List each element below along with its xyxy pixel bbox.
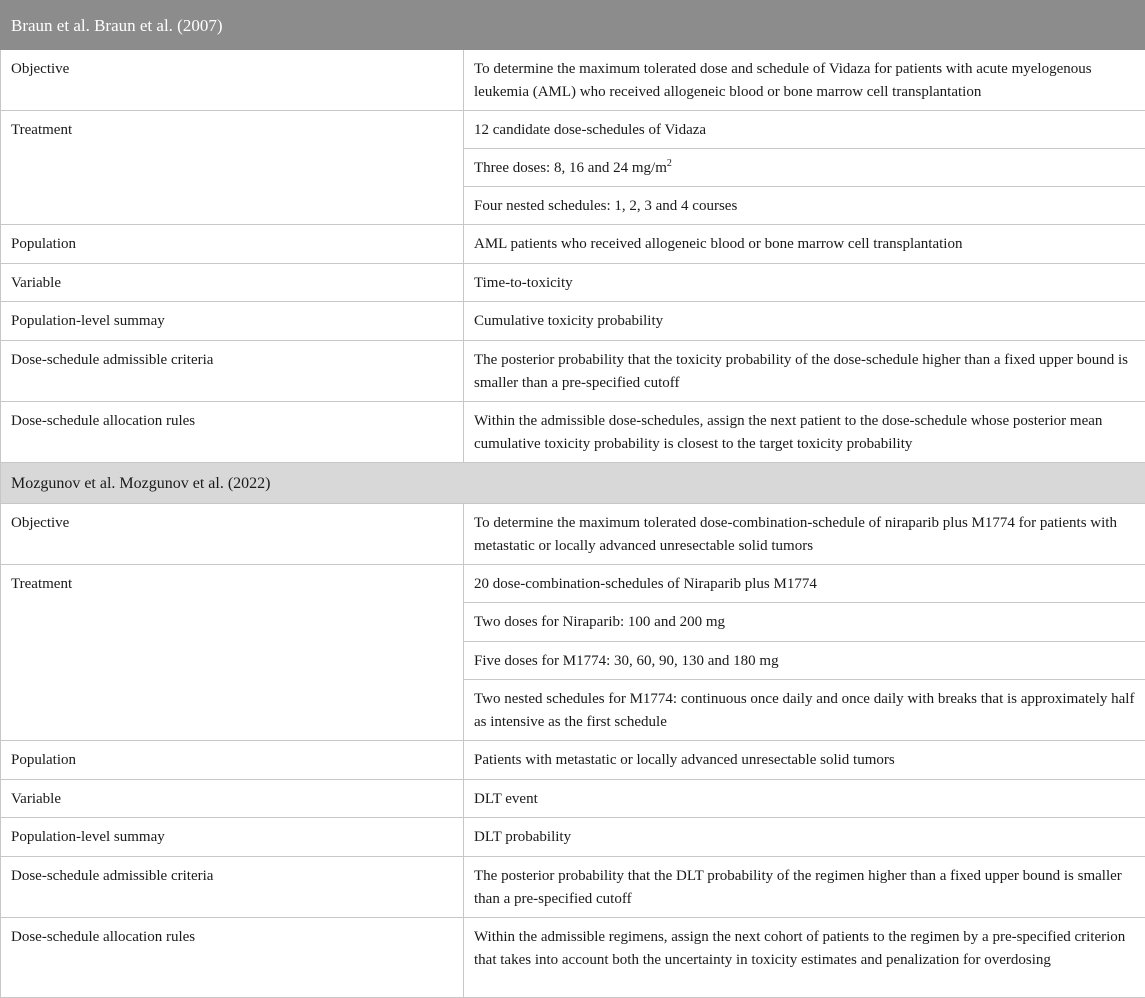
table-row — [1, 111, 1145, 149]
row-value: DLT event — [464, 780, 1145, 818]
row-value — [464, 149, 1145, 187]
row-value: Five doses for M1774: 30, 60, 90, 130 and 180 mg — [464, 642, 1145, 680]
row-label: Population-level summay — [1, 302, 464, 341]
table-row — [1, 741, 1145, 780]
row-value: Patients with metastatic or locally advanced unresectable solid tumors — [464, 741, 1145, 780]
table-row — [1, 225, 1145, 264]
row-label: Variable — [1, 264, 464, 302]
row-value: Four nested schedules: 1, 2, 3 and 4 courses — [464, 187, 1145, 225]
row-label: Population-level summay — [1, 818, 464, 857]
row-label: Variable — [1, 780, 464, 818]
table-row — [1, 504, 1145, 565]
row-label: Dose-schedule allocation rules — [1, 402, 464, 463]
table-row — [1, 50, 1145, 111]
row-value: Two doses for Niraparib: 100 and 200 mg — [464, 603, 1145, 642]
table-row — [1, 857, 1145, 918]
table-row — [1, 302, 1145, 341]
table-row — [1, 341, 1145, 402]
section-header-braun — [1, 1, 1145, 50]
row-value: Cumulative toxicity probability — [464, 302, 1145, 341]
row-value: 12 candidate dose-schedules of Vidaza — [464, 111, 1145, 149]
table-row — [1, 818, 1145, 857]
row-value: Within the admissible dose-schedules, assign the next patient to the dose-schedule whose posterior mean cumulative toxicity probability is closest to the target toxicity probability — [464, 402, 1145, 463]
table-row — [1, 565, 1145, 603]
section-title: Braun et al. Braun et al. (2007) — [1, 1, 1145, 50]
row-value: Within the admissible regimens, assign the next cohort of patients to the regimen by a pre-specified criterion that takes into account both the uncertainty in toxicity estimates and penalization for overdosing — [464, 918, 1145, 998]
row-value: Time-to-toxicity — [464, 264, 1145, 302]
table-row — [1, 780, 1145, 818]
row-value: The posterior probability that the toxicity probability of the dose-schedule higher than a fixed upper bound is smaller than a pre-specified cutoff — [464, 341, 1145, 402]
row-label: Dose-schedule admissible criteria — [1, 857, 464, 918]
row-label: Objective — [1, 50, 464, 111]
unit-superscript: 2 — [667, 158, 672, 169]
row-value: AML patients who received allogeneic blood or bone marrow cell transplantation — [464, 225, 1145, 264]
section-header-mozgunov — [1, 463, 1145, 504]
row-label: Objective — [1, 504, 464, 565]
dose-text: Three doses: 8, 16 and 24 mg/m — [474, 160, 667, 176]
row-label: Treatment — [1, 111, 464, 225]
table-row — [1, 402, 1145, 463]
row-value: 20 dose-combination-schedules of Niraparib plus M1774 — [464, 565, 1145, 603]
table-row — [1, 264, 1145, 302]
row-value: To determine the maximum tolerated dose-combination-schedule of niraparib plus M1774 for patients with metastatic or locally advanced unresectable solid tumors — [464, 504, 1145, 565]
section-title: Mozgunov et al. Mozgunov et al. (2022) — [1, 463, 1145, 504]
row-label: Dose-schedule admissible criteria — [1, 341, 464, 402]
row-label: Treatment — [1, 565, 464, 741]
row-label: Population — [1, 741, 464, 780]
table-row — [1, 918, 1145, 998]
row-label: Dose-schedule allocation rules — [1, 918, 464, 998]
row-value: DLT probability — [464, 818, 1145, 857]
row-value: To determine the maximum tolerated dose and schedule of Vidaza for patients with acute myelogenous leukemia (AML) who received allogeneic blood or bone marrow cell transplantation — [464, 50, 1145, 111]
row-label: Population — [1, 225, 464, 264]
row-value: The posterior probability that the DLT probability of the regimen higher than a fixed upper bound is smaller than a pre-specified cutoff — [464, 857, 1145, 918]
row-value: Two nested schedules for M1774: continuous once daily and once daily with breaks that is approximately half as intensive as the first schedule — [464, 680, 1145, 741]
